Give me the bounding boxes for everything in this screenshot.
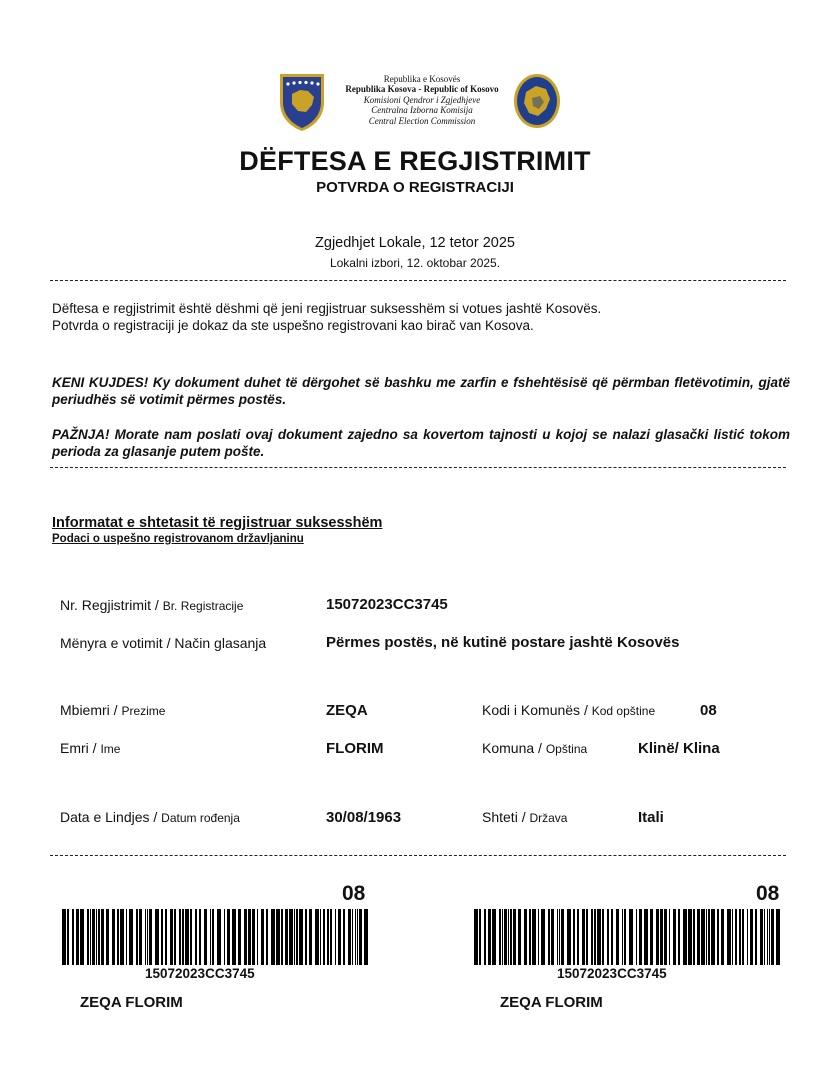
institution-line: Republika Kosova - Republic of Kosovo — [345, 84, 499, 95]
barcode-bar — [179, 909, 181, 965]
barcode-bar — [72, 909, 74, 965]
municipality-value: Klinë/ Klina — [638, 740, 720, 757]
barcode-bar — [567, 909, 571, 965]
barcode-bar — [276, 909, 280, 965]
barcode-bar — [204, 909, 207, 965]
mun-code-label: Kodi i Komunës / Kod opštine — [482, 702, 656, 718]
barcode-bar — [727, 909, 731, 965]
barcode-bar — [199, 909, 201, 965]
document-subtitle: POTVRDA O REGISTRACIJI — [316, 179, 514, 196]
barcode-bar — [735, 909, 737, 965]
barcode-bar — [513, 909, 516, 965]
barcode-bar — [597, 909, 601, 965]
barcode-bar — [261, 909, 264, 965]
barcode-bar — [510, 909, 512, 965]
barcode-bar — [129, 909, 133, 965]
barcode-bar — [629, 909, 633, 965]
barcode-bar — [161, 909, 163, 965]
barcode-bar — [776, 909, 780, 965]
section-subtitle: Podaci o uspešno registrovanom državljaninu — [52, 533, 304, 545]
barcode-bar — [165, 909, 167, 965]
barcode-bar — [624, 909, 626, 965]
barcode-bar — [174, 909, 176, 965]
institution-line: Komisioni Qendror i Zgjedhjeve — [363, 94, 481, 105]
barcode-bar — [355, 909, 356, 965]
barcode-bar — [232, 909, 236, 965]
election-name-sq: Zgjedhjet Lokale, 12 tetor 2025 — [315, 235, 515, 251]
barcode-bar — [289, 909, 293, 965]
stub-voter-name: ZEQA FLORIM — [80, 994, 183, 1011]
barcode-bar — [145, 909, 146, 965]
barcode-bar — [708, 909, 710, 965]
barcode-bar — [147, 909, 148, 965]
barcode-bar — [248, 909, 251, 965]
voting-method-label: Mënyra e votimit / Način glasanja — [60, 635, 267, 651]
barcode-bar — [479, 909, 481, 965]
barcode-bar — [529, 909, 531, 965]
barcode-bar — [294, 909, 295, 965]
barcode-bar — [305, 909, 307, 965]
header-logos — [278, 70, 568, 134]
barcode-bar — [664, 909, 667, 965]
dob-label: Data e Lindjes / Datum rođenja — [60, 809, 240, 825]
name-value: FLORIM — [326, 740, 384, 757]
divider — [50, 855, 786, 856]
barcode-bar — [739, 909, 741, 965]
barcode-bar — [732, 909, 733, 965]
barcode-bar — [573, 909, 575, 965]
barcode-bar — [98, 909, 100, 965]
barcode-bar — [112, 909, 115, 965]
barcode-bar — [760, 909, 763, 965]
institution-line: Republika e Kosovës — [383, 74, 461, 84]
barcode-bar — [747, 909, 748, 965]
barcode-bar — [190, 909, 192, 965]
barcode-bar — [227, 909, 230, 965]
barcode-bar — [96, 909, 97, 965]
barcode-bar — [771, 909, 774, 965]
barcode-bar — [492, 909, 496, 965]
barcode-bar — [559, 909, 560, 965]
barcode-bar — [541, 909, 545, 965]
barcode-bar — [155, 909, 159, 965]
barcode-bar — [106, 909, 109, 965]
barcode-bar — [335, 909, 336, 965]
barcode-bar — [257, 909, 258, 965]
barcode-bar — [683, 909, 687, 965]
barcode — [474, 909, 780, 965]
divider — [50, 280, 786, 281]
barcode-bar — [611, 909, 613, 965]
barcode-bar — [357, 909, 358, 965]
barcode-bar — [62, 909, 66, 965]
barcode-bar — [586, 909, 588, 965]
barcode-bar — [238, 909, 241, 965]
barcode-bar — [607, 909, 609, 965]
barcode-bar — [285, 909, 288, 965]
barcode-bar — [170, 909, 173, 965]
barcode-bar — [711, 909, 715, 965]
barcode-bar — [582, 909, 585, 965]
section-title: Informatat e shtetasit të regjistruar suksesshëm — [52, 515, 383, 531]
barcode-bar — [296, 909, 298, 965]
barcode-bar — [212, 909, 214, 965]
barcode-bar — [120, 909, 124, 965]
barcode-bar — [660, 909, 663, 965]
barcode-bar — [224, 909, 225, 965]
barcode-bar — [557, 909, 558, 965]
barcode-bar — [67, 909, 69, 965]
barcode-bar — [90, 909, 91, 965]
barcode-bar — [650, 909, 653, 965]
barcode-bar — [149, 909, 152, 965]
barcode-bar — [742, 909, 744, 965]
barcode-bar — [764, 909, 765, 965]
barcode-bar — [217, 909, 221, 965]
barcode-bar — [769, 909, 770, 965]
name-label: Emri / Ime — [60, 740, 121, 756]
barcode-bar — [538, 909, 539, 965]
warning-sr: PAŽNJA! Morate nam poslati ovaj dokument zajedno sa kovertom tajnosti u kojoj se nalazi glasački listić tokom perioda za glasanje putem pošte. — [52, 427, 790, 459]
barcode-bar — [594, 909, 596, 965]
barcode-bar — [656, 909, 659, 965]
barcode-bar — [364, 909, 368, 965]
barcode-bar — [669, 909, 670, 965]
barcode-bar — [348, 909, 351, 965]
kosovo-coat-of-arms-icon — [278, 72, 326, 132]
barcode-bar — [330, 909, 332, 965]
barcode-bar — [504, 909, 507, 965]
barcode-bar — [320, 909, 321, 965]
mun-code-value: 08 — [700, 702, 717, 719]
barcode — [62, 909, 368, 965]
barcode-bar — [244, 909, 247, 965]
cec-logo-icon — [512, 72, 562, 130]
barcode-bar — [602, 909, 604, 965]
barcode-bar — [673, 909, 676, 965]
reg-number-label: Nr. Regjistrimit / Br. Registracije — [60, 597, 244, 613]
barcode-bar — [750, 909, 753, 965]
institution-line: Centralna Izborna Komisija — [371, 105, 473, 116]
barcode-bar — [484, 909, 486, 965]
barcode-bar — [551, 909, 554, 965]
barcode-bar — [117, 909, 119, 965]
barcode-bar — [474, 909, 478, 965]
municipality-label: Komuna / Opština — [482, 740, 588, 756]
barcode-bar — [101, 909, 104, 965]
institution-line: Central Election Commission — [368, 115, 476, 126]
barcode-bar — [359, 909, 362, 965]
barcode-bar — [271, 909, 275, 965]
barcode-bar — [678, 909, 680, 965]
warning-sq: KENI KUJDES! Ky dokument duhet të dërgohet së bashku me zarfin e fshehtësisë që përmban fletëvotimin, gjatë periudhës së votimit përmes postës. — [52, 375, 790, 407]
stub-municipality-code: 08 — [342, 882, 366, 905]
barcode-bar — [80, 909, 84, 965]
barcode-bar — [616, 909, 619, 965]
country-value: Itali — [638, 809, 664, 826]
barcode-bar — [524, 909, 527, 965]
barcode-bar — [488, 909, 491, 965]
barcode-bar — [518, 909, 521, 965]
barcode-bar — [352, 909, 353, 965]
barcode-bar — [323, 909, 325, 965]
barcode-bar — [591, 909, 593, 965]
barcode-bar — [502, 909, 503, 965]
barcode-bar — [639, 909, 642, 965]
barcode-bar — [697, 909, 700, 965]
barcode-bar — [139, 909, 142, 965]
barcode-bar — [281, 909, 283, 965]
barcode-bar — [717, 909, 719, 965]
divider — [50, 467, 786, 468]
barcode-bar — [327, 909, 329, 965]
dob-value: 30/08/1963 — [326, 809, 402, 826]
barcode-bar — [92, 909, 95, 965]
barcode-bar — [548, 909, 550, 965]
barcode-bar — [636, 909, 637, 965]
barcode-bar — [185, 909, 189, 965]
stub-municipality-code: 08 — [756, 882, 780, 905]
barcode-bar — [622, 909, 623, 965]
barcode-bar — [755, 909, 757, 965]
intro-sq: Dëftesa e regjistrimit është dëshmi që jeni regjistruar suksesshëm si votues jashtë Kosovës. — [52, 301, 602, 316]
barcode-bar — [266, 909, 268, 965]
election-name-sr: Lokalni izbori, 12. oktobar 2025. — [329, 256, 501, 270]
barcode-bar — [252, 909, 255, 965]
barcode-text: 15072023CC3745 — [145, 966, 255, 981]
stub-voter-name: ZEQA FLORIM — [500, 994, 603, 1011]
barcode-bar — [532, 909, 536, 965]
barcode-bar — [767, 909, 768, 965]
barcode-bar — [693, 909, 695, 965]
barcode-bar — [343, 909, 345, 965]
institution-name — [336, 74, 508, 126]
barcode-bar — [701, 909, 705, 965]
barcode-bar — [577, 909, 579, 965]
barcode-bar — [195, 909, 197, 965]
barcode-bar — [706, 909, 707, 965]
intro-sr: Potvrda o registraciji je dokaz da ste uspešno registrovani kao birač van Kosova. — [52, 318, 534, 333]
barcode-bar — [182, 909, 184, 965]
country-label: Shteti / Država — [482, 809, 568, 825]
barcode-bar — [508, 909, 509, 965]
barcode-bar — [210, 909, 211, 965]
barcode-bar — [644, 909, 648, 965]
barcode-bar — [126, 909, 127, 965]
barcode-bar — [299, 909, 303, 965]
barcode-bar — [688, 909, 692, 965]
barcode-bar — [136, 909, 138, 965]
reg-number-value: 15072023CC3745 — [326, 596, 448, 613]
voting-method-value: Përmes postës, në kutinë postare jashtë Kosovës — [326, 634, 680, 651]
surname-label: Mbiemri / Prezime — [60, 702, 166, 718]
surname-value: ZEQA — [326, 702, 368, 719]
barcode-bar — [87, 909, 89, 965]
barcode-bar — [721, 909, 724, 965]
barcode-bar — [499, 909, 501, 965]
barcode-bar — [309, 909, 312, 965]
barcode-text: 15072023CC3745 — [557, 966, 667, 981]
barcode-bar — [315, 909, 319, 965]
barcode-bar — [76, 909, 79, 965]
document-title: DËFTESA E REGJISTRIMIT — [239, 146, 591, 176]
barcode-bar — [561, 909, 564, 965]
barcode-bar — [338, 909, 341, 965]
